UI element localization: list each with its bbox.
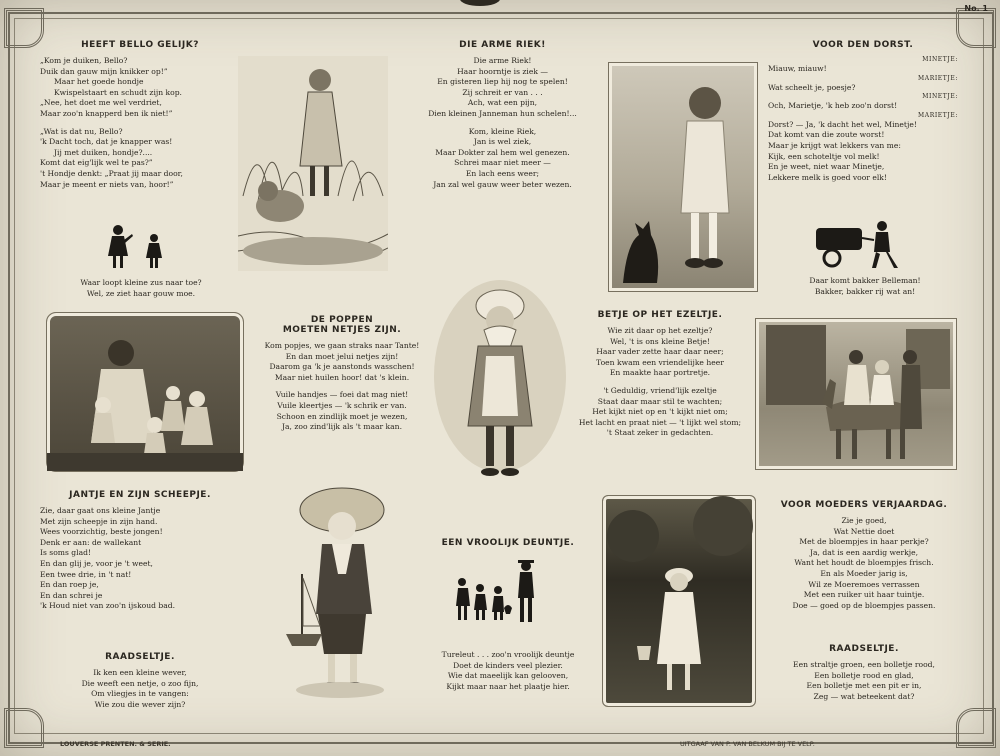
poem-title: BETJE OP HET EZELTJE. <box>597 310 723 320</box>
poem-line: Kwispelstaart en schudt zijn kop. <box>54 87 182 97</box>
poem-title: DE POPPEN <box>310 315 374 325</box>
poem-line: Lekkere melk is goed voor elk! <box>768 172 887 182</box>
poem-title: EEN VROOLIJK DEUNTJE. <box>441 538 575 548</box>
poem-jantje <box>40 490 240 612</box>
poem-line: Een bolletje rood en glad, <box>814 670 914 680</box>
poem-line: 'k Dacht toch, dat je knapper was! <box>40 137 173 147</box>
poem-lines <box>40 506 240 612</box>
girl-on-donkey-photograph <box>755 318 957 470</box>
poem-line <box>405 120 600 127</box>
poem-line: Daarom ga 'k je aanstonds wasschen! <box>269 362 415 372</box>
poem-line: Komt dat eig'lijk wel te pas?” <box>40 158 153 168</box>
poem-line: 't Hondje denkt: „Praat jij maar door, <box>40 168 183 178</box>
poem-line: MARIETJE: <box>918 111 958 119</box>
poem-line: Daar komt bakker Belleman! <box>809 276 921 285</box>
poem-title: RAADSELTJE. <box>105 652 175 662</box>
girls-silhouette-illustration <box>98 222 178 274</box>
footer-left: LOUVERSE PRENTEN. & SERIE. <box>60 740 171 748</box>
poem-line: En gisteren liep hij nog te spelen! <box>437 77 568 87</box>
poem-line: Maar niet huilen hoor! dat 's klein. <box>274 372 410 382</box>
poem-line: Met een ruiker uit haar tuintje. <box>803 590 925 600</box>
poem-line: Denk er aan: de wallekant <box>40 537 142 547</box>
girl-and-cat-figure <box>609 63 757 291</box>
poem-line: Dien kleinen Janneman hun schelen!... <box>428 108 577 118</box>
poem-line: Wie zit daar op het ezeltje? <box>607 326 713 335</box>
poem-lines <box>764 660 964 702</box>
girl-in-garden-photograph <box>602 495 756 707</box>
poem-line: En maakte haar portretje. <box>609 368 711 378</box>
poem-dorst <box>768 40 958 183</box>
poem-line: Maar zoo'n knapperd ben ik niet!” <box>40 108 173 118</box>
poem-raadsel-1 <box>40 652 240 710</box>
poem-bakker <box>780 276 950 297</box>
corner-ornament-top-right <box>956 8 996 48</box>
poem-line: Kom popjes, we gaan straks naar Tante! <box>264 341 420 350</box>
poem-line: 't Staat zeker in gedachten. <box>606 428 714 438</box>
poem-lines <box>780 276 950 297</box>
poem-line: En je weet, niet waar Minetje, <box>768 162 885 172</box>
poem-line: Schoon en zindlijk moet je wezen, <box>276 411 408 421</box>
poem-lines <box>46 278 236 299</box>
poem-lines <box>764 516 964 611</box>
poem-line <box>40 120 240 127</box>
poem-line: Doe — goed op de bloempjes passen. <box>792 600 936 610</box>
poem-deuntje-text <box>418 650 598 692</box>
poem-line: Ja, zoo zind'lijk als 't maar kan. <box>281 422 402 432</box>
poem-line: Jan is wel ziek, <box>473 137 532 147</box>
poem-line: En als Moeder jarig is, <box>820 568 908 578</box>
poem-line: MINETJE: <box>922 56 958 63</box>
poem-line: Staat daar maar stil te wachten; <box>597 396 723 406</box>
corner-ornament-bottom-left <box>4 708 44 748</box>
donkey-figures <box>756 319 956 469</box>
poem-line: Met zijn scheepje in zijn hand. <box>40 516 158 526</box>
poem-line: Dat komt van die zoute worst! <box>768 130 885 140</box>
poem-bello <box>40 40 240 190</box>
poem-lines <box>570 326 750 439</box>
poem-line: Ja, dat is een aardig werkje, <box>809 547 919 557</box>
poem-line: Het kijkt niet op en 't kijkt niet om; <box>592 407 728 417</box>
poem-title: VOOR MOEDERS VERJAARDAG. <box>780 500 948 510</box>
poem-line: „Nee, het doet me wel verdriet, <box>40 98 162 108</box>
children-dancing-silhouette <box>454 558 544 628</box>
poem-kleine-meid <box>46 278 236 299</box>
poem-title-line-2: MOETEN NETJES ZIJN. <box>282 325 402 335</box>
poem-riek <box>405 40 600 190</box>
corner-ornament-bottom-right <box>956 708 996 748</box>
crying-girl-engraving <box>430 276 570 496</box>
poem-line: Ach, wat een pijn, <box>467 98 538 108</box>
garden-figure <box>603 496 755 706</box>
poem-line <box>570 379 750 386</box>
girl-with-dog-engraving <box>238 56 388 271</box>
poem-line: 'k Houd niet van zoo'n ijskoud bad. <box>40 601 176 611</box>
poem-lines <box>405 56 600 190</box>
poem-poppen <box>252 315 432 433</box>
poem-line: En lach eens weer; <box>465 168 540 178</box>
sheet-number: No. 1 <box>964 4 988 13</box>
poem-line: Zij schreit er van . . . <box>462 87 543 97</box>
poem-line: Maar Dokter zal hem wel genezen. <box>435 147 570 157</box>
poem-line: „Wat is dat nu, Bello? <box>40 126 123 136</box>
poem-line: Wie zou die wever zijn? <box>94 699 186 709</box>
poem-line: Dorst? — Ja, 'k dacht het wel, Minetje! <box>768 119 917 129</box>
poem-line: Een straltje groen, een bolletje rood, <box>793 660 935 669</box>
footer-right: UITGAAF VAN P. VAN BELKUM BIJ TE VELP. <box>680 740 815 748</box>
poem-line: Miauw, miauw! <box>768 64 827 73</box>
poem-line: Is soms glad! <box>40 548 92 558</box>
poem-title: VOOR DEN DORST. <box>812 40 914 50</box>
poem-line: En dan roep je, <box>40 580 99 590</box>
baker-cart-silhouette <box>812 218 902 272</box>
poem-line: Toen kwam een vriendelijke heer <box>596 357 724 367</box>
poem-line: Och, Marietje, 'k heb zoo'n dorst! <box>768 101 898 111</box>
girl-and-cat-photograph <box>608 62 758 292</box>
dolls-figures <box>47 313 243 471</box>
poem-line: Vuile handjes — foei dat mag niet! <box>275 390 409 400</box>
poem-line: Tureleut . . . zoo'n vroolijk deuntje <box>441 650 575 659</box>
poem-line: Zeg — wat beteekent dat? <box>813 691 915 701</box>
poem-deuntje <box>418 538 598 554</box>
poem-lines <box>252 341 432 433</box>
poem-line: Bakker, bakker rij wat an! <box>814 286 916 296</box>
poem-moeder <box>764 500 964 611</box>
poem-line: Haar hoorntje is ziek — <box>457 66 548 76</box>
poem-line: Kijkt maar naar het plaatje hier. <box>446 681 570 691</box>
poem-title: HEEFT BELLO GELIJK? <box>81 40 199 50</box>
poem-line: Jan zal wel gauw weer beter wezen. <box>433 179 572 189</box>
girl-with-dolls-photograph <box>46 312 244 472</box>
poem-line: Maar je krijgt wat lekkers van me: <box>768 140 901 150</box>
corner-ornament-top-left <box>4 8 44 48</box>
poem-line: Kom, kleine Riek, <box>468 126 537 136</box>
poem-line: MARIETJE: <box>918 74 958 82</box>
poem-line: Een bolletje met een pit er in, <box>806 681 922 691</box>
poem-title: RAADSELTJE. <box>829 644 899 654</box>
poem-line: Doet de kinders veel plezier. <box>453 660 563 670</box>
poem-line: Wees voorzichtig, beste jongen! <box>40 527 163 537</box>
poem-line: En dan schrei je <box>40 590 103 600</box>
poem-ezeltje <box>570 310 750 439</box>
poem-lines <box>40 668 240 710</box>
poem-line: Maar je meent er niets van, hoor!” <box>40 179 174 189</box>
poem-raadsel-2 <box>764 644 964 702</box>
poem-title: JANTJE EN ZIJN SCHEEPJE. <box>69 490 211 500</box>
poem-line: Want het houdt de bloempjes frisch. <box>794 558 934 568</box>
poem-line: Ik ken een kleine wever, <box>93 668 187 677</box>
poem-lines <box>40 56 240 190</box>
poem-line: Wel, ze ziet haar gouw moe. <box>86 288 196 298</box>
poem-line: Waar loopt kleine zus naar toe? <box>80 278 202 287</box>
poem-line: Haar vader zette haar daar neer; <box>596 347 724 357</box>
poem-lines <box>768 56 958 183</box>
poem-line: Duik dan gauw mijn knikker op!” <box>40 66 168 76</box>
poem-line: Wat scheelt je, poesje? <box>768 82 856 92</box>
poem-line: Een twee drie, in 't nat! <box>40 569 132 579</box>
poem-line: Wel, 't is ons kleine Betje! <box>610 336 710 346</box>
poem-line: MINETJE: <box>922 93 958 101</box>
poem-line: Die weeft een netje, o zoo fijn, <box>81 678 199 688</box>
poem-line: En dan glij je, voor je 't weet, <box>40 558 153 568</box>
poem-line: Vuile kleertjes — 'k schrik er van. <box>277 400 407 410</box>
poem-line: Die arme Riek! <box>473 56 532 65</box>
poem-line: Jij met duiken, hondje?.... <box>54 147 153 157</box>
poem-line <box>252 383 432 390</box>
poem-line: Wie dat maeelijk kan gelooven, <box>447 671 569 681</box>
poem-line: Zie, daar gaat ons kleine Jantje <box>40 506 161 515</box>
poem-line: Met de bloempjes in haar perkje? <box>799 537 929 547</box>
poem-line: „Kom je duiken, Bello? <box>40 56 128 65</box>
hanging-hole <box>460 0 500 6</box>
poem-line: Schrei maar niet meer — <box>454 158 551 168</box>
poem-line: En dan moet jelui netjes zijn! <box>285 351 399 361</box>
poem-lines <box>418 650 598 692</box>
poem-line: Om vliegjes in te vangen: <box>91 689 189 699</box>
poem-line: Kijk, een schoteltje vol melk! <box>768 151 880 161</box>
poem-line: 't Geduldig, vriend'lijk ezeltje <box>603 385 717 395</box>
poem-title: DIE ARME RIEK! <box>459 40 546 50</box>
boy-with-boat-engraving <box>276 484 406 706</box>
poem-line: Wat Nettie doet <box>833 526 895 536</box>
poem-line: Wil ze Moeremoes verrassen <box>808 579 920 589</box>
poem-line: Het lacht en praat niet — 't lijkt wel stom; <box>578 417 742 427</box>
poem-line: Maar het goede hondje <box>54 77 144 87</box>
poem-line: Zie je goed, <box>841 516 887 525</box>
